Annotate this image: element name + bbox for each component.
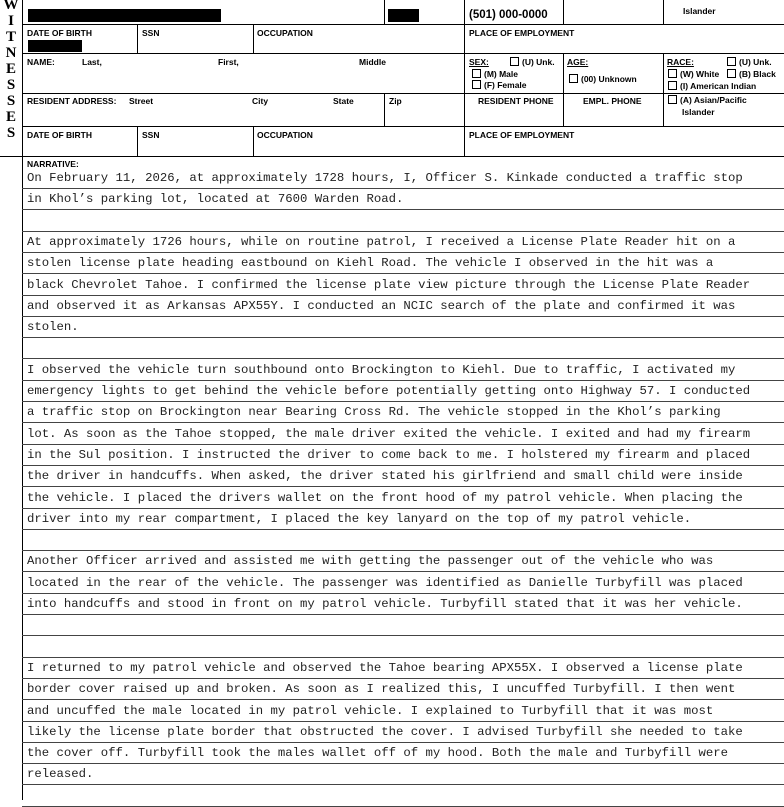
side-letter: E: [5, 109, 16, 125]
narrative-line: I observed the vehicle turn southbound onto Brockington to Kiehl. Due to traffic, I activated my: [27, 362, 736, 377]
option-text: (F) Female: [484, 80, 527, 90]
race-asian-pacific-option[interactable]: [668, 95, 747, 105]
side-letter: I: [8, 13, 14, 29]
place-of-employment-label: PLACE OF EMPLOYMENT: [469, 130, 575, 140]
narrative-line: Another Officer arrived and assisted me with getting the passenger out of the vehicle who was: [27, 554, 714, 569]
narrative-line: in the Sul position. I instructed the driver to come back to me. I holstered my firearm and placed: [27, 447, 751, 462]
narrative-line: and observed it as Arkansas APX55Y. I conducted an NCIC search of the plate and confirmed it was: [27, 298, 736, 313]
narrative-line: stolen.: [27, 320, 79, 335]
redaction-bar: [388, 9, 419, 22]
narrative-line: released.: [27, 767, 94, 782]
narrative-line: stolen license plate heading eastbound on Kiehl Road. The vehicle I observed in the hit was a: [27, 256, 714, 271]
redaction-bar: [28, 9, 221, 22]
sex-female-option[interactable]: [472, 80, 527, 90]
option-text: (00) Unknown: [581, 74, 637, 84]
narrative-line: lot. As soon as the Tahoe stopped, the male driver exited the vehicle. I exited and had my firearm: [27, 426, 751, 441]
side-letter: S: [6, 125, 16, 141]
option-text: (U) Unk.: [522, 57, 555, 67]
narrative-rule: [22, 635, 784, 636]
city-label: City: [252, 96, 269, 106]
option-text: (U) Unk.: [739, 57, 772, 67]
option-text: (W) White: [680, 69, 720, 79]
narrative-line: At approximately 1726 hours, while on routine patrol, I received a License Plate Reader hit on a: [27, 234, 736, 249]
checkbox[interactable]: [472, 69, 481, 78]
race-label: RACE:: [667, 57, 694, 67]
race-islander-label: Islander: [682, 107, 715, 117]
street-label: Street: [129, 96, 154, 106]
option-text: (M) Male: [484, 69, 518, 79]
name-middle-label: Middle: [359, 57, 386, 67]
resident-phone-label: RESIDENT PHONE: [478, 96, 554, 106]
narrative-line: into handcuffs and stood in front on my patrol vehicle. Turbyfill stated that it was her vehicle.: [27, 597, 743, 611]
sex-unknown-option[interactable]: [510, 57, 555, 67]
name-last-label: Last,: [82, 57, 102, 67]
narrative-line: and uncuffed the male located in my patrol vehicle. I explained to Turbyfill that it was most: [27, 703, 714, 718]
age-unknown-option[interactable]: [569, 74, 637, 84]
narrative-rule: [22, 784, 784, 785]
narrative-rule: [22, 337, 784, 338]
option-text: (A) Asian/Pacific: [680, 95, 747, 105]
resident-phone-value: (501) 000-0000: [469, 9, 548, 21]
narrative-label: NARRATIVE:: [27, 159, 79, 169]
zip-label: Zip: [389, 96, 402, 106]
narrative-line: emergency lights to get behind the vehicle before potentially getting onto Highway 57. I conducted: [27, 384, 751, 398]
narrative-line: black Chevrolet Tahoe. I confirmed the license plate view picture through the License Plate Reader: [27, 277, 751, 292]
narrative-rule: [22, 529, 784, 530]
narrative-line: a traffic stop on Brockington near Bearing Cross Rd. The vehicle stopped in the Khol’s parking: [27, 405, 721, 420]
side-letter: S: [6, 77, 16, 93]
narrative-line: I returned to my patrol vehicle and observed the Tahoe bearing APX55X. I observed a license plate: [27, 660, 743, 675]
checkbox[interactable]: [668, 69, 677, 78]
narrative-line: the vehicle. I placed the drivers wallet on the front hood of my patrol vehicle. When placing the: [27, 490, 743, 505]
checkbox[interactable]: [727, 69, 736, 78]
date-of-birth-label: DATE OF BIRTH: [27, 130, 93, 140]
ssn-label: SSN: [142, 130, 160, 140]
side-letter: W: [3, 0, 19, 13]
resident-address-label: RESIDENT ADDRESS:: [27, 96, 117, 106]
name-label: NAME:: [27, 57, 55, 67]
race-american-indian-option[interactable]: [668, 81, 756, 91]
narrative-line: in Khol’s parking lot, located at 7600 Warden Road.: [27, 192, 404, 207]
side-letter: E: [5, 61, 16, 77]
occupation-label: OCCUPATION: [257, 28, 313, 38]
option-text: (B) Black: [739, 69, 776, 79]
side-letter: N: [5, 45, 17, 61]
state-label: State: [333, 96, 354, 106]
age-label: AGE:: [567, 57, 589, 67]
narrative-line: border cover raised up and broken. As soon as I realized this, I uncuffed Turbyfill. I then went: [27, 682, 736, 697]
ssn-label: SSN: [142, 28, 160, 38]
witnesses-side-label: [0, 0, 22, 155]
narrative-rule: [22, 763, 784, 764]
checkbox[interactable]: [668, 81, 677, 90]
checkbox[interactable]: [668, 95, 677, 104]
sex-label: SEX:: [469, 57, 489, 67]
narrative-rule: [22, 614, 784, 615]
side-letter: S: [6, 93, 16, 109]
narrative-line: the driver in handcuffs. When asked, the driver stated his girlfriend and small child were inside: [27, 469, 743, 484]
narrative-rule: [22, 316, 784, 317]
name-first-label: First,: [218, 57, 239, 67]
side-letter: T: [5, 29, 16, 45]
place-of-employment-label: PLACE OF EMPLOYMENT: [469, 28, 575, 38]
narrative-line: driver into my rear compartment, I placed the key lanyard on the top of my patrol vehicle.: [27, 511, 692, 526]
narrative-rule: [22, 209, 784, 210]
empl-phone-label: EMPL. PHONE: [583, 96, 642, 106]
option-text: (I) American Indian: [680, 81, 757, 91]
race-islander-partial: Islander: [683, 6, 716, 16]
narrative-line: likely the license plate border that obstructed the cover. I advised Turbyfill she needed to take: [27, 724, 743, 739]
checkbox[interactable]: [569, 74, 578, 83]
checkbox[interactable]: [472, 80, 481, 89]
narrative-line: On February 11, 2026, at approximately 1728 hours, I, Officer S. Kinkade conducted a traffic stop: [27, 171, 743, 185]
redaction-bar: [28, 40, 82, 52]
narrative-line: the cover off. Turbyfill took the males wallet off of my hood. Both the male and Turbyfill were: [27, 746, 729, 761]
race-white-option[interactable]: [668, 69, 719, 79]
sex-male-option[interactable]: [472, 69, 518, 79]
occupation-label: OCCUPATION: [257, 130, 313, 140]
narrative-line: located in the rear of the vehicle. The passenger was identified as Danielle Turbyfill was placed: [27, 575, 743, 590]
race-black-option[interactable]: [727, 69, 776, 79]
race-unknown-option[interactable]: [727, 57, 772, 67]
date-of-birth-label: DATE OF BIRTH: [27, 28, 93, 38]
checkbox[interactable]: [727, 57, 736, 66]
checkbox[interactable]: [510, 57, 519, 66]
